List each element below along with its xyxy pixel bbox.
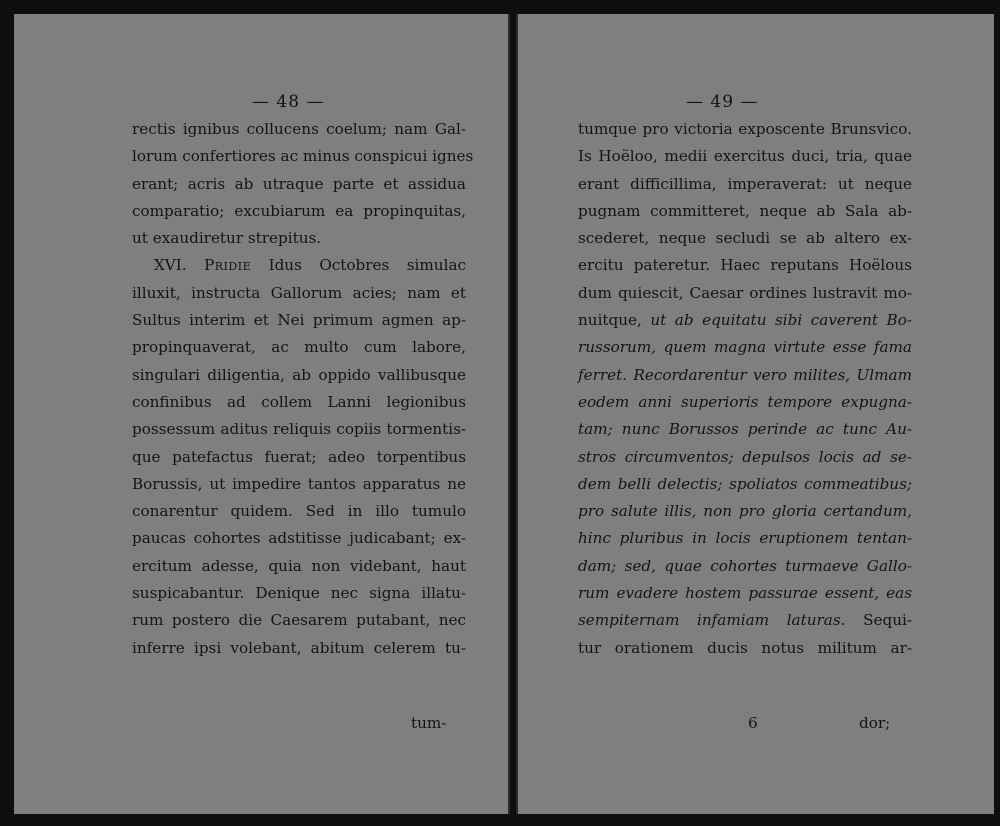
text-line: illuxit, instructa Gallorum acies; nam et [132, 283, 466, 302]
text-line: ut exaudiretur strepitus. [132, 229, 322, 248]
italic-text-line: stros circumventos; depulsos locis ad se- [578, 447, 912, 466]
left-page-number: — 48 — [252, 92, 325, 112]
text-line: ercitu pateretur. Haec reputans Hoëlous [578, 256, 912, 275]
text-line: propinquaverat, ac multo cum labore, [132, 338, 466, 357]
text-line: Sultus interim et Nei primum agmen ap- [132, 311, 466, 330]
text-line: que patefactus fuerat; adeo torpentibus [132, 447, 466, 466]
left-page-text [132, 116, 474, 662]
left-page [14, 14, 510, 814]
italic-text-line: dam; sed, quae cohortes turmaeve Gallo- [578, 556, 912, 575]
small-caps-word: Pridie [204, 256, 252, 275]
text-line: erant; acris ab utraque parte et assidua [132, 174, 466, 193]
italic-text-line: ferret. Recordarentur vero milites, Ulmam [578, 365, 912, 384]
text-line: rum postero die Caesarem putabant, nec [132, 611, 466, 630]
text-line: rectis ignibus collucens coelum; nam Gal- [132, 120, 466, 138]
text-line: lorum confertiores ac minus conspicui ignes [132, 147, 474, 166]
italic-text-line: russorum, quem magna virtute esse fama [578, 338, 912, 357]
roman-span: nuitque, [578, 311, 651, 330]
italic-text-line: eodem anni superioris tempore expugna- [578, 392, 912, 411]
signature-mark: 6 [748, 714, 758, 732]
text-line: suspicabantur. Denique nec signa illatu- [132, 584, 466, 603]
right-page-text [578, 116, 912, 662]
italic-text-line: dem belli delectis; spoliatos commeatibus; [578, 474, 912, 493]
mixed-text-line [578, 307, 912, 334]
italic-span: sempiternam infamiam laturas. [578, 611, 846, 630]
section-heading-line: XVI. Pridie Idus Octobres simulac [154, 256, 467, 275]
text-line: Borussis, ut impedire tantos apparatus ne [132, 474, 466, 493]
text-line: paucas cohortes adstitisse judicabant; ex- [132, 529, 466, 548]
text-line: erant difficillima, imperaverat: ut neque [578, 174, 912, 193]
text-line: confinibus ad collem Lanni legionibus [132, 392, 466, 411]
text-line: tumque pro victoria exposcente Brunsvico. [578, 120, 912, 138]
italic-text-line: hinc pluribus in locis eruptionem tentan- [578, 529, 912, 548]
text-line: scederet, neque secludi se ab altero ex- [578, 229, 912, 248]
italic-span: ut ab equitatu sibi caverent Bo- [650, 311, 912, 330]
text-line: pugnam committeret, neque ab Sala ab- [578, 201, 912, 220]
italic-text-line: tam; nunc Borussos perinde ac tunc Au- [578, 420, 912, 439]
text-line: singulari diligentia, ab oppido vallibusque [132, 365, 466, 384]
right-catchword: dor; [859, 714, 891, 732]
italic-text-line: rum evadere hostem passurae essent, eas [578, 584, 912, 603]
text-line: conarentur quidem. Sed in illo tumulo [132, 502, 466, 521]
left-catchword: tum- [411, 714, 447, 732]
text-line: comparatio; excubiarum ea propinquitas, [132, 201, 466, 220]
text-line: tur orationem ducis notus militum ar- [578, 638, 912, 657]
text-line: possessum aditus reliquis copiis tormentis- [132, 420, 466, 439]
right-page-number: — 49 — [686, 92, 759, 112]
text-line: inferre ipsi volebant, abitum celerem tu- [132, 638, 466, 657]
text-line: dum quiescit, Caesar ordines lustravit mo- [578, 283, 912, 302]
italic-text-line: pro salute illis, non pro gloria certandum, [578, 502, 912, 521]
text-line: ercitum adesse, quia non videbant, haut [132, 556, 466, 575]
right-page [516, 14, 994, 814]
text-line: Is Hoëloo, medii exercitus duci, tria, quae [578, 147, 912, 166]
mixed-text-line [578, 607, 912, 634]
roman-span: Sequi- [845, 611, 912, 630]
